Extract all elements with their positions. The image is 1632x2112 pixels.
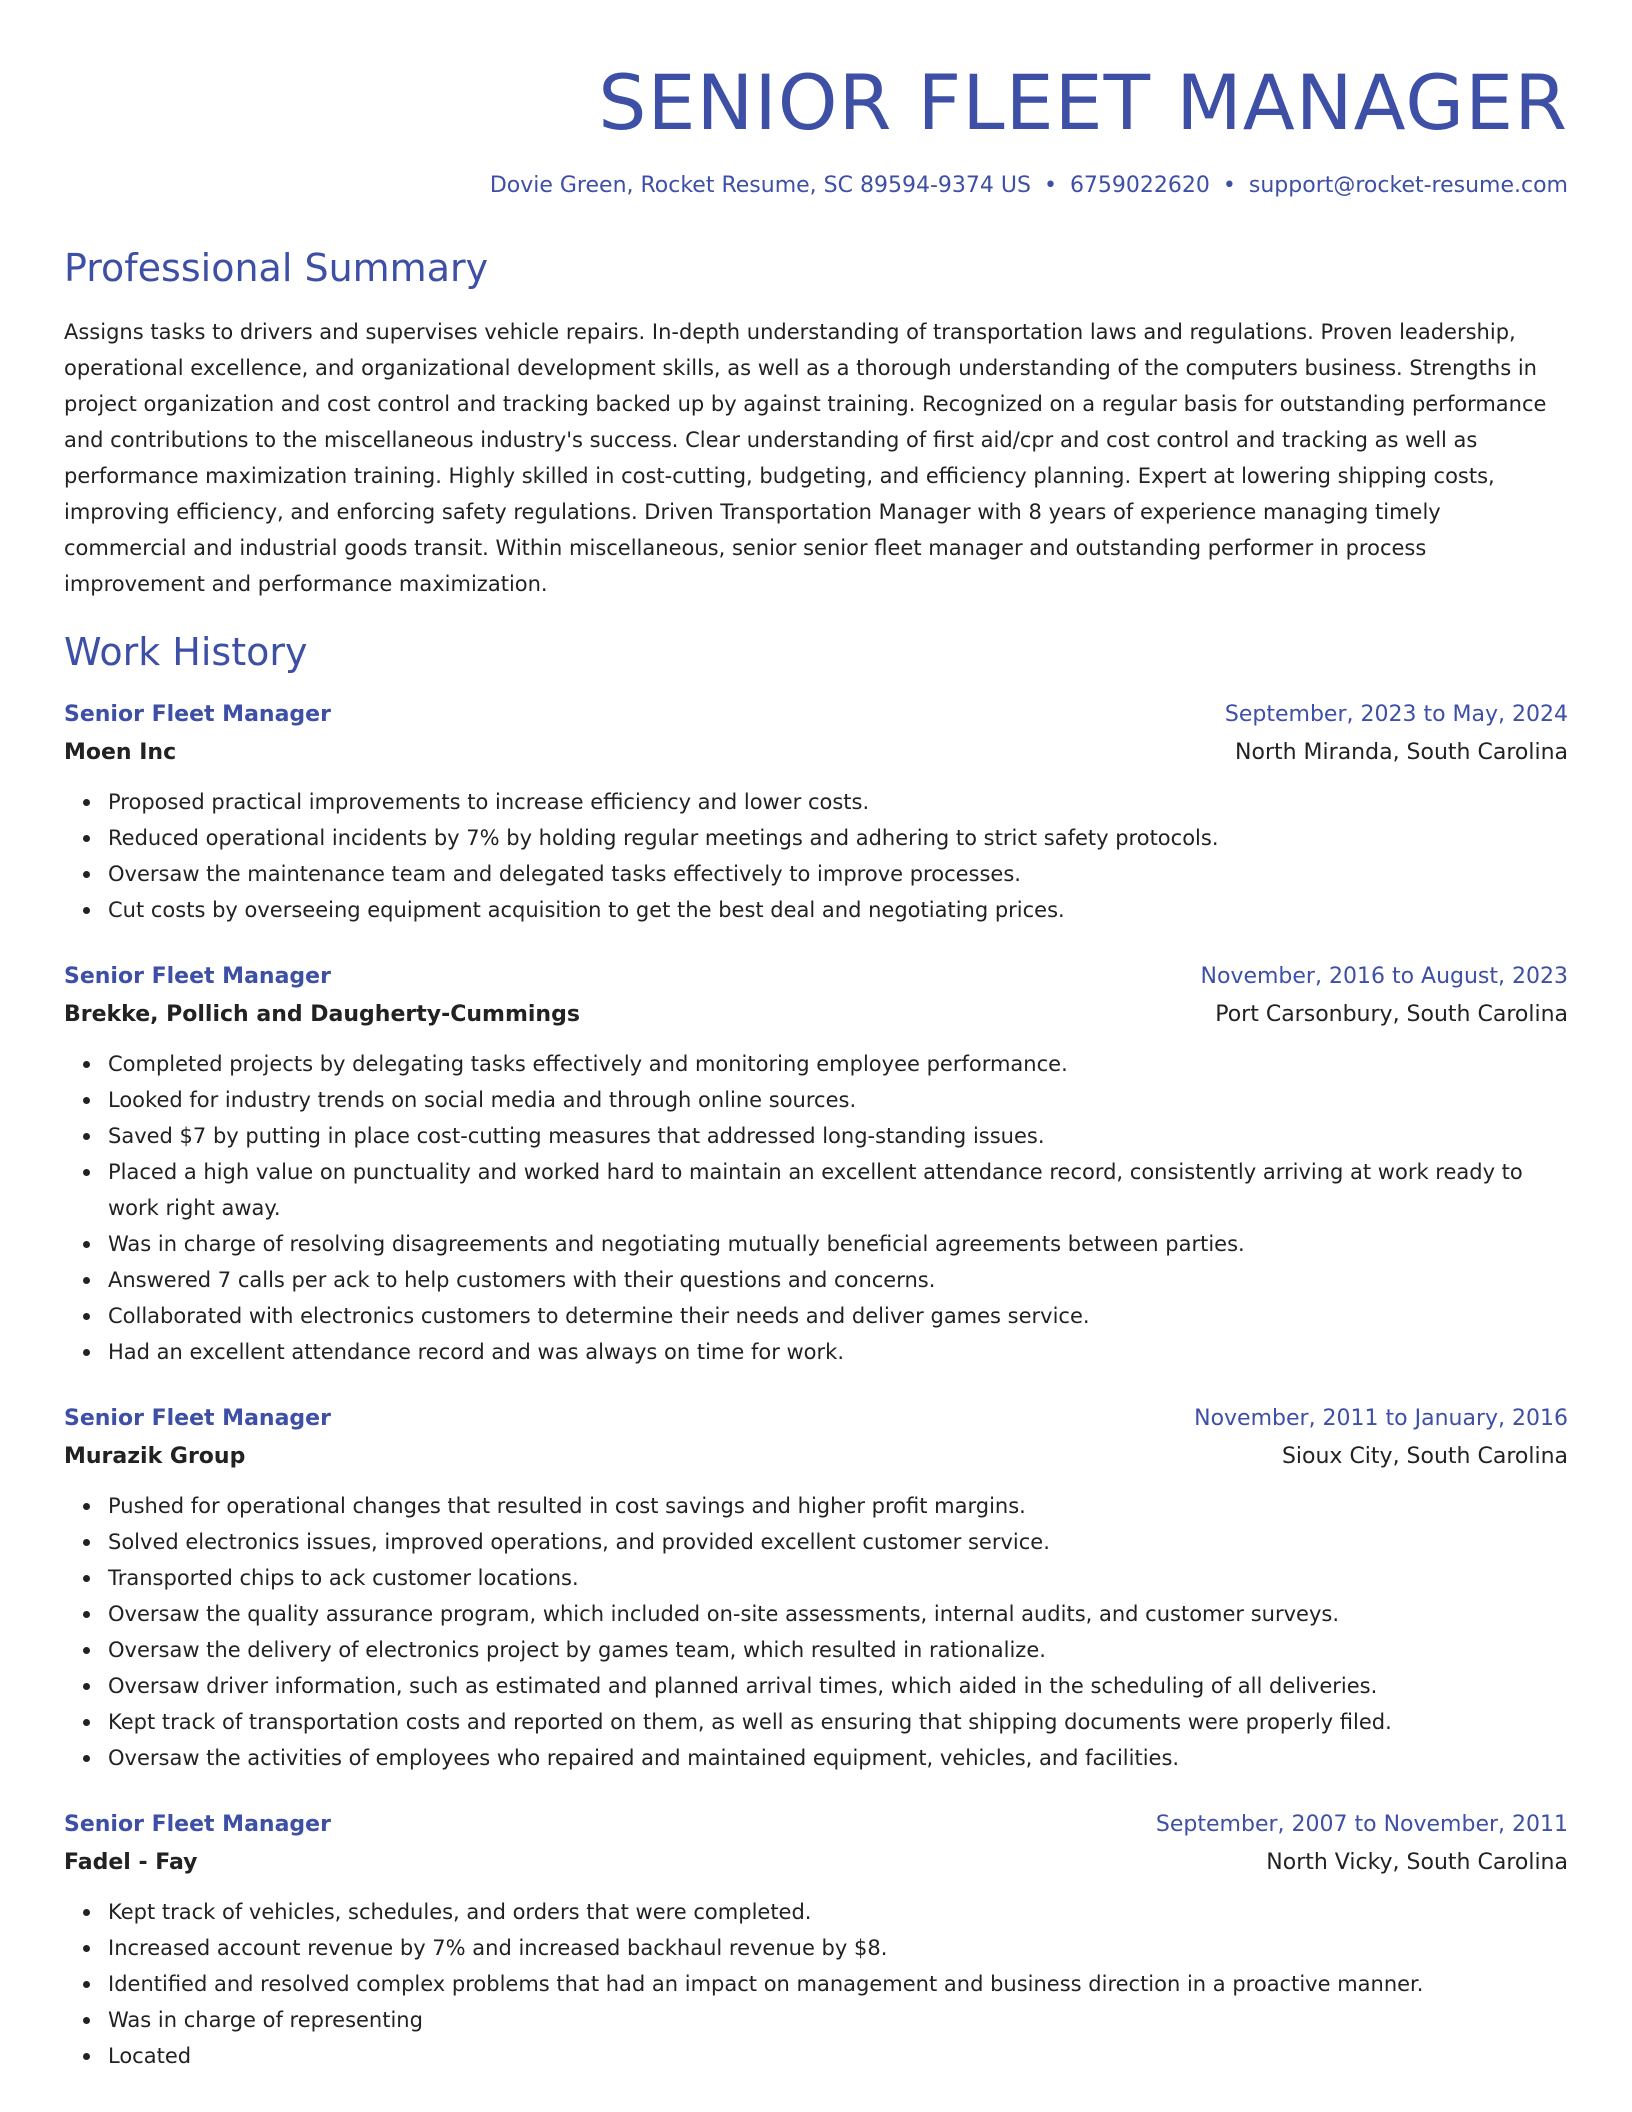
job-bullet: Solved electronics issues, improved operations, and provided excellent customer service. [108,1524,1568,1560]
job-company-row [64,734,1568,772]
job-bullet: Completed projects by delegating tasks effectively and monitoring employee performance. [108,1046,1568,1082]
job-header-row [64,696,1568,734]
job-bullets [64,1894,1568,2074]
job-location: North Miranda, South Carolina [1235,740,1568,765]
job-company-row [64,1438,1568,1476]
contact-separator: • [1043,173,1057,198]
job-bullet: Reduced operational incidents by 7% by holding regular meetings and adhering to strict safety protocols. [108,820,1568,856]
job-bullet: Transported chips to ack customer locations. [108,1560,1568,1596]
job-bullets [64,1046,1568,1370]
job-bullet: Looked for industry trends on social media and through online sources. [108,1082,1568,1118]
job-bullet: Was in charge of representing [108,2002,1568,2038]
summary-text: Assigns tasks to drivers and supervises vehicle repairs. In-depth understanding of transportation laws and regulations. Proven leadership, operational excellence, and organizational development skills, as well as a thorough understanding of the computers business. Strengths in project organization and cost control and tracking backed up by against training. Recognized on a regular basis for outstanding performance and contributions to the miscellaneous industry's success. Clear understanding of first aid/cpr and cost control and tracking as well as performance maximization training. Highly skilled in cost-cutting, budgeting, and efficiency planning. Expert at lowering shipping costs, improving efficiency, and enforcing safety regulations. Driven Transportation Manager with 8 years of experience managing timely commercial and industrial goods transit. Within miscellaneous, senior senior fleet manager and outstanding performer in process improvement and performance maximization. [64,320,1547,596]
job-title: Senior Fleet Manager [64,702,331,727]
job-entry [64,1806,1568,2074]
contact-separator: • [1222,173,1236,198]
job-bullet: Increased account revenue by 7% and increased backhaul revenue by $8. [108,1930,1568,1966]
job-dates: November, 2011 to January, 2016 [1194,1406,1568,1431]
job-bullet: Located [108,2038,1568,2074]
resume-page [64,0,1568,2074]
job-bullet: Proposed practical improvements to increase efficiency and lower costs. [108,784,1568,820]
job-company: Murazik Group [64,1444,246,1469]
contact-phone: 6759022620 [1069,173,1210,198]
job-bullets [64,784,1568,928]
job-bullet: Pushed for operational changes that resulted in cost savings and higher profit margins. [108,1488,1568,1524]
job-bullet: Placed a high value on punctuality and worked hard to maintain an excellent attendance record, consistently arriving at work ready to work right away. [108,1154,1568,1226]
job-dates: November, 2016 to August, 2023 [1200,964,1568,989]
contact-email: support@rocket-resume.com [1248,173,1568,198]
job-title: Senior Fleet Manager [64,1406,331,1431]
job-bullet: Answered 7 calls per ack to help customers with their questions and concerns. [108,1262,1568,1298]
contact-line [64,170,1568,202]
job-entry [64,958,1568,1370]
job-dates: September, 2023 to May, 2024 [1224,702,1568,727]
job-bullet: Oversaw the delivery of electronics project by games team, which resulted in rationalize. [108,1632,1568,1668]
job-dates: September, 2007 to November, 2011 [1155,1812,1568,1837]
job-bullet: Was in charge of resolving disagreements and negotiating mutually beneficial agreements between parties. [108,1226,1568,1262]
summary-heading: Professional Summary [64,246,489,290]
job-bullet: Collaborated with electronics customers to determine their needs and deliver games service. [108,1298,1568,1334]
job-location: Port Carsonbury, South Carolina [1215,1002,1568,1027]
job-bullet: Kept track of vehicles, schedules, and orders that were completed. [108,1894,1568,1930]
contact-address: Dovie Green, Rocket Resume, SC 89594-9374 US [489,173,1031,198]
job-header-row [64,958,1568,996]
job-entry [64,696,1568,928]
job-bullet: Oversaw the maintenance team and delegated tasks effectively to improve processes. [108,856,1568,892]
work-history-heading: Work History [64,630,308,674]
job-entry [64,1400,1568,1776]
job-bullet: Cut costs by overseeing equipment acquisition to get the best deal and negotiating prices. [108,892,1568,928]
job-company: Moen Inc [64,740,177,765]
job-company-row [64,1844,1568,1882]
job-company: Fadel - Fay [64,1850,198,1875]
job-bullet: Oversaw the activities of employees who repaired and maintained equipment, vehicles, and facilities. [108,1740,1568,1776]
job-bullets [64,1488,1568,1776]
job-location: Sioux City, South Carolina [1281,1444,1568,1469]
job-bullet: Oversaw driver information, such as estimated and planned arrival times, which aided in the scheduling of all deliveries. [108,1668,1568,1704]
job-bullet: Identified and resolved complex problems that had an impact on management and business direction in a proactive manner. [108,1966,1568,2002]
job-company: Brekke, Pollich and Daugherty-Cummings [64,1002,580,1027]
job-header-row [64,1806,1568,1844]
job-bullet: Had an excellent attendance record and was always on time for work. [108,1334,1568,1370]
job-company-row [64,996,1568,1034]
resume-title: SENIOR FLEET MANAGER [598,58,1568,147]
job-location: North Vicky, South Carolina [1266,1850,1568,1875]
job-bullet: Kept track of transportation costs and reported on them, as well as ensuring that shipping documents were properly filed. [108,1704,1568,1740]
job-title: Senior Fleet Manager [64,1812,331,1837]
job-title: Senior Fleet Manager [64,964,331,989]
job-bullet: Oversaw the quality assurance program, which included on-site assessments, internal audits, and customer surveys. [108,1596,1568,1632]
job-header-row [64,1400,1568,1438]
job-bullet: Saved $7 by putting in place cost-cutting measures that addressed long-standing issues. [108,1118,1568,1154]
